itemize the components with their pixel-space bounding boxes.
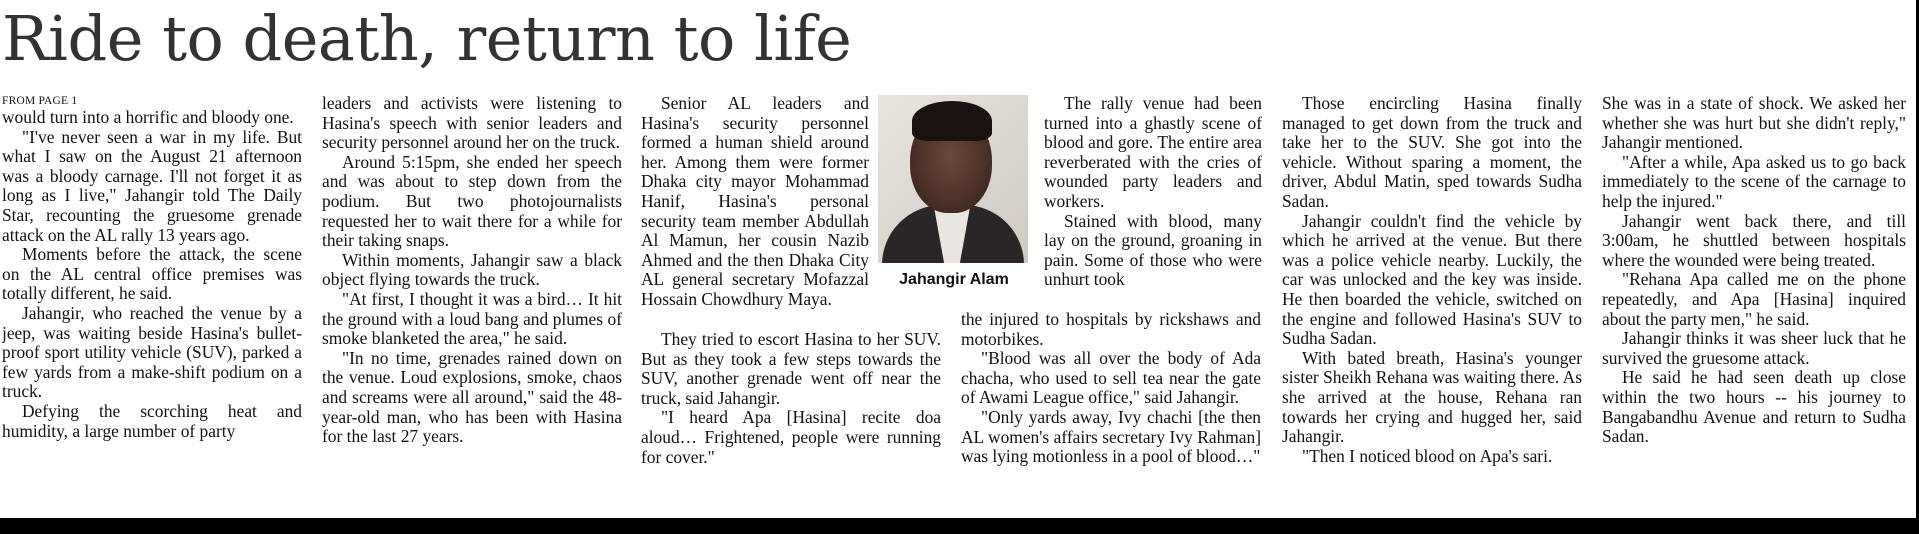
portrait-photo-icon [878,95,1028,263]
paragraph: "After a while, Apa asked us to go back immediately to the scene of the carnage to help the injured." [1602,151,1906,211]
paragraph: Within moments, Jahangir saw a black object flying towards the truck. [322,249,622,290]
paragraph: Around 5:15pm, she ended her speech and was about to step down from the podium. But two photojournalists requested her to wait there for a while for their taking snaps. [322,151,622,251]
paragraph: The rally venue had been turned into a ghastly scene of blood and gore. The entire area reverberated with the cries of wounded party leaders and workers. [1044,94,1262,211]
paragraph: "I heard Apa [Hasina] recite doa aloud… Frightened, people were running for cover." [641,407,941,467]
paragraph: "Rehana Apa called me on the phone repeatedly, and Apa [Hasina] inquired about the party men," he said. [1602,269,1906,329]
photo-caption: Jahangir Alam [899,271,1009,288]
column-4-upper [1044,94,1262,309]
column-2 [322,94,622,518]
paragraph: "In no time, grenades rained down on the venue. Loud explosions, smoke, chaos and screams were all around," said the 48-year-old man, who has been with Hasina for the last 27 years. [322,347,622,447]
paragraph: "Then I noticed blood on Apa's sari. [1302,445,1553,466]
column-1 [2,94,302,518]
paragraph: "At first, I thought it was a bird… It hit the ground with a loud bang and plumes of smoke blanketed the area," he said. [322,288,622,349]
paragraph: "Blood was all over the body of Ada chacha, who used to sell tea near the gate of Awami League office," said Jahangir. [961,348,1261,408]
paragraph: Jahangir, who reached the venue by a jeep, was waiting beside Hasina's bullet-proof sport utility vehicle (SUV), parked a few yards from a make-shift podium on a truck. [2,302,302,402]
photo-figure [878,95,1030,297]
paragraph: He said he had seen death up close within the two hours -- his journey to Bangabandhu Avenue and return to Sudha Sadan. [1602,367,1906,447]
paragraph: leaders and activists were listening to Hasina's speech with senior leaders and security personnel around her on the truck. [322,94,622,153]
continued-from-label: FROM PAGE 1 [2,95,78,107]
paragraph: Those encircling Hasina finally managed to get down from the truck and take her to the SUV. She got into the vehicle. Without sparing a moment, the driver, Abdul Matin, sped towards Sudha Sadan. [1282,94,1582,211]
paragraph: Moments before the attack, the scene on the AL central office premises was totally different, he said. [2,244,302,304]
paragraph: Jahangir went back there, and till 3:00am, he shuttled between hospitals where the wounded were being treated. [1602,210,1906,270]
paragraph: Jahangir thinks it was sheer luck that he survived the gruesome attack. [1602,328,1906,368]
paragraph: Defying the scorching heat and humidity, a large number of party [2,400,302,441]
paragraph: "Only yards away, Ivy chachi [the then AL women's affairs secretary Ivy Rahman] was lying motionless in a pool of blood…" [961,406,1261,467]
paragraph: With bated breath, Hasina's younger sister Sheikh Rehana was waiting there. As she arrived at the house, Rehana ran towards her crying and hugged her, said Jahangir. [1282,347,1582,447]
paragraph: Senior AL leaders and Hasina's security personnel formed a human shield around her. Among them were former Dhaka city mayor Mohammad Hanif, Hasina's personal security team member Abdullah Al Mamun, her cousin Nazib Ahmed and the then Dhaka City AL general secretary Mofazzal Hossain Chowdhury Maya. [641,94,869,309]
paragraph: They tried to escort Hasina to her SUV. But as they took a few steps towards the SUV, another grenade went off near the truck, said Jahangir. [641,330,941,408]
column-3-lower [641,330,941,518]
paragraph: would turn into a horrific and bloody one. [2,107,294,127]
column-6 [1602,94,1906,518]
paragraph: Jahangir couldn't find the vehicle by which he arrived at the venue. But there was a police vehicle nearby. Luckily, the car was unlocked and the key was inside. He then boarded the vehicle, switched on the engine and followed Hasina's SUV to Sudha Sadan. [1282,210,1582,349]
paragraph: "I've never seen a war in my life. But what I saw on the August 21 afternoon was a bloody carnage. I'll not forget it as long as I live," Jahangir told The Daily Star, recounting the gruesome grenade attack on the AL rally 13 years ago. [2,126,302,245]
column-5 [1282,94,1582,518]
paragraph: She was in a state of shock. We asked her whether she was hurt but she didn't reply," Jahangir mentioned. [1602,94,1906,153]
paragraph: the injured to hospitals by rickshaws and motorbikes. [961,310,1261,349]
headline: Ride to death, return to life [2,2,852,75]
paragraph: Stained with blood, many lay on the ground, groaning in pain. Some of those who were unhurt took [1044,210,1262,290]
column-4-lower [961,310,1261,518]
